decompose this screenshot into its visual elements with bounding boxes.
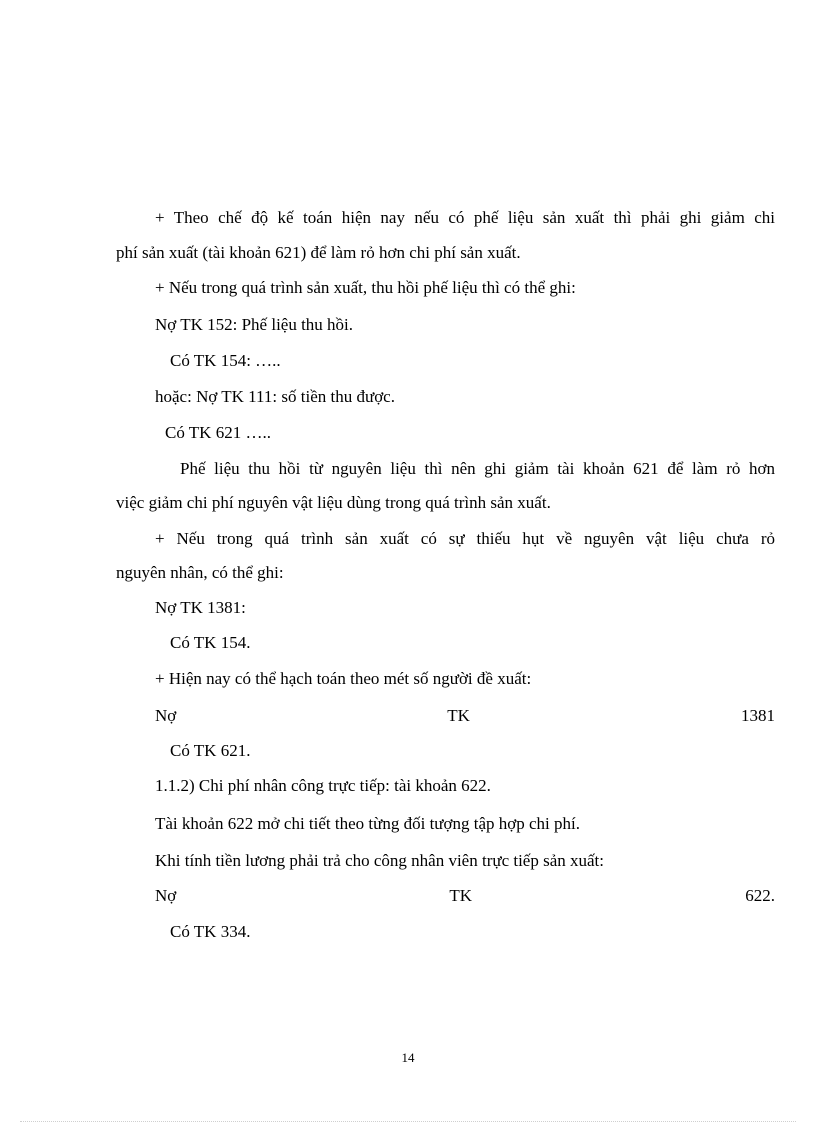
- account-number: 622.: [745, 886, 775, 905]
- journal-entry-debit: hoặc: Nợ TK 111: số tiền thu được.: [155, 387, 395, 406]
- debit-label: Nợ: [155, 886, 177, 905]
- account-label: TK: [447, 706, 470, 725]
- paragraph-line: việc giảm chi phí nguyên vật liệu dùng trong quá trình sản xuất.: [116, 493, 551, 512]
- paragraph-line: + Hiện nay có thể hạch toán theo mét số người đề xuất:: [155, 669, 532, 688]
- paragraph-line: + Nếu trong quá trình sản xuất có sự thiếu hụt về nguyên vật liệu chưa rỏ: [155, 529, 775, 548]
- account-number: 1381: [740, 706, 775, 725]
- paragraph-line: + Nếu trong quá trình sản xuất, thu hồi phế liệu thì có thể ghi:: [155, 278, 576, 297]
- paragraph-line: Khi tính tiền lương phải trả cho công nhân viên trực tiếp sản xuất:: [155, 851, 605, 870]
- journal-entry-credit: Có TK 154.: [170, 633, 251, 652]
- journal-entry-debit: [155, 706, 775, 726]
- account-label: TK: [449, 886, 473, 905]
- journal-entry-credit: Có TK 154: …..: [170, 351, 281, 370]
- debit-label: Nợ: [155, 706, 177, 725]
- journal-entry-credit: Có TK 621.: [170, 741, 251, 760]
- journal-entry-credit: Có TK 621 …..: [165, 423, 271, 442]
- section-heading: 1.1.2) Chi phí nhân công trực tiếp: tài khoản 622.: [155, 776, 491, 795]
- paragraph-line: nguyên nhân, có thể ghi:: [116, 563, 284, 582]
- paragraph-line: Tài khoản 622 mở chi tiết theo từng đối tượng tập hợp chi phí.: [155, 814, 580, 833]
- journal-entry-debit: Nợ TK 1381:: [155, 598, 246, 617]
- page-number: 14: [401, 1050, 415, 1065]
- paragraph-line: Phế liệu thu hồi từ nguyên liệu thì nên ghi giảm tài khoản 621 để làm rỏ hơn: [180, 459, 775, 478]
- paragraph-line: phí sản xuất (tài khoản 621) để làm rỏ hơn chi phí sản xuất.: [116, 243, 521, 262]
- paragraph-line: + Theo chế độ kế toán hiện nay nếu có phế liệu sản xuất thì phải ghi giảm chi: [155, 208, 775, 227]
- journal-entry-credit: Có TK 334.: [170, 922, 251, 941]
- journal-entry-debit: Nợ TK 152: Phế liệu thu hồi.: [155, 315, 354, 334]
- journal-entry-debit: [155, 886, 775, 906]
- page-bottom-divider: [20, 1121, 796, 1122]
